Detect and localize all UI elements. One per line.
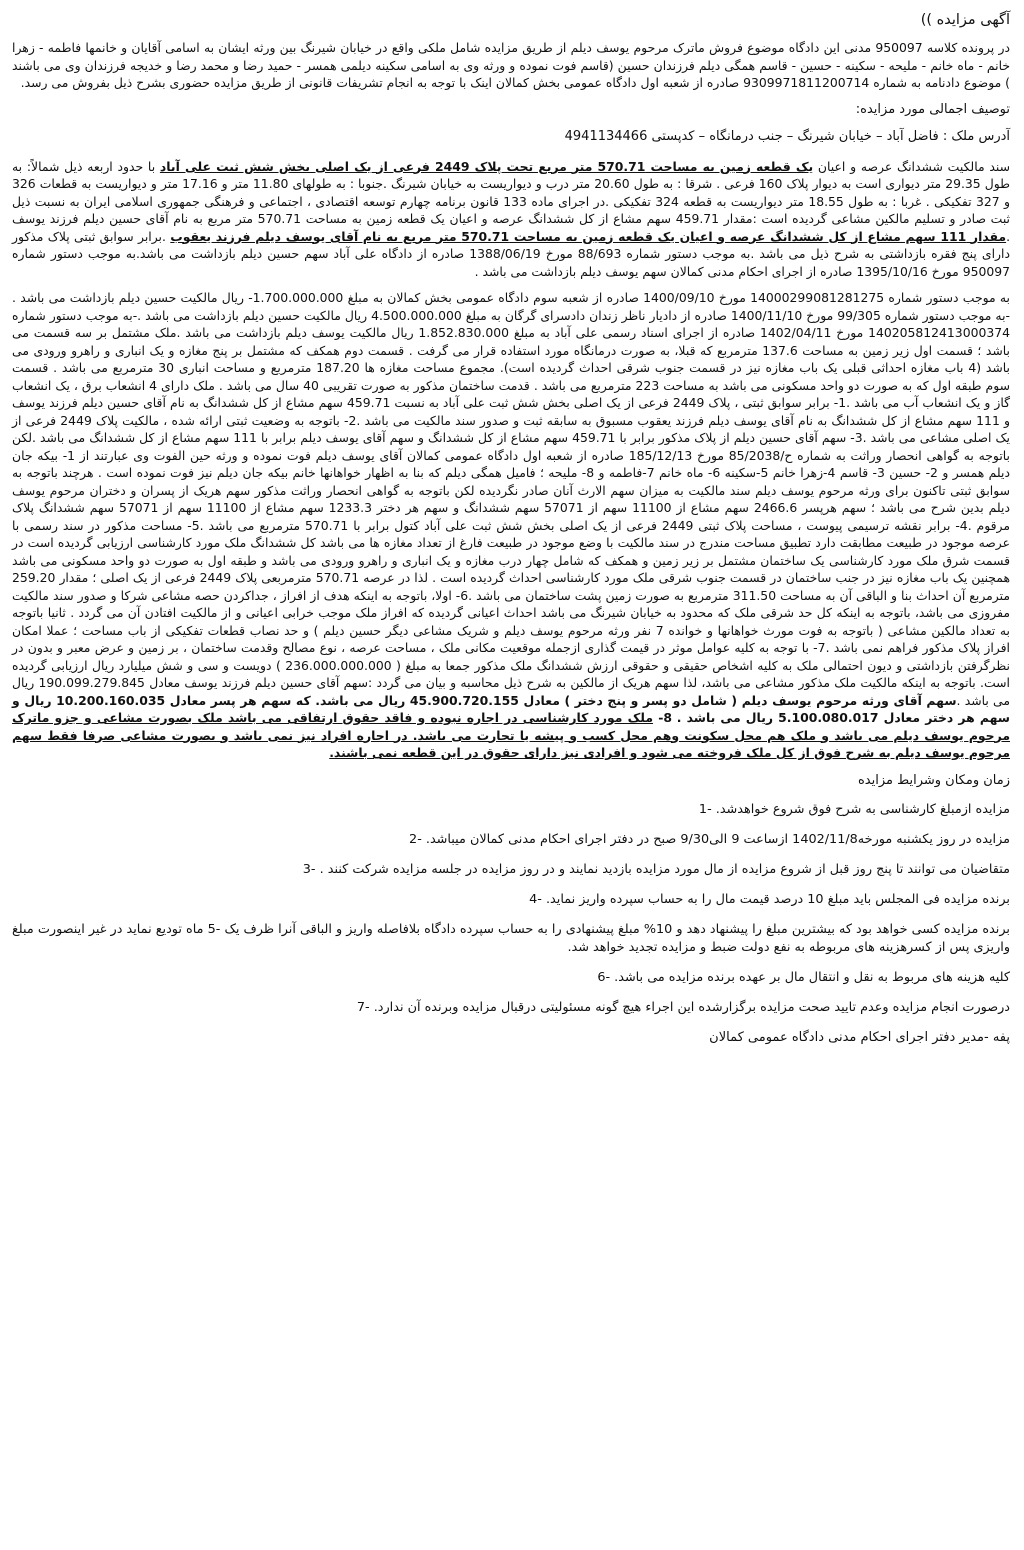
description-label: توصیف اجمالی مورد مزایده: (855, 101, 1010, 117)
item-8-number: 8- (653, 710, 672, 725)
expert-report-paragraph (12, 289, 1010, 762)
heirs-share-text: سهم آقای ورثه مرحوم یوسف دیلم ( شامل دو پسر و پنج دختر ) معادل 45.900.720.155 ریال می باشد. که سهم هر پسر معادل 10.200.160.035 ریال و سهم هر دختر معادل 5.100.080.017 ریال می باشد . (12, 692, 1010, 725)
property-address: آدرس ملک : فاضل آباد – خیابان شیرنگ – جنب درمانگاه – کدپستی 4941134466 (564, 129, 1010, 144)
intro-paragraph: در پرونده کلاسه 950097 مدنی این دادگاه موضوع فروش ماترک مرحوم یوسف دیلم از طریق مزایده شامل ملکی واقع در خیابان شیرنگ بین ورثه ایشان به اسامی آقایان و خانمها فاطمه - زهرا خانم - ماه خانم - ملیحه - سکینه - حسین - قاسم همگی دیلم فرزندان حسین (قاسم فوت نموده و ورثه وی به اسامی سکینه دیلمی همسر - حمید رضا و محمد رضا و خدیجه فرزندان وی می باشند ) موضوع دادنامه به شماره 9309971811200714 صادره از شعبه اول دادگاه عمومی بخش کمالان اینک با توجه به انجام تشریفات قانونی از طریق مزایده حضوری بشرح ذیل بفروش می رسد. (12, 40, 1010, 90)
signature-line: پفه -مدیر دفتر اجرای احکام مدنی دادگاه عمومی کمالان (709, 1030, 1010, 1045)
condition-item-4: برنده مزایده فی المجلس باید مبلغ 10 درصد قیمت مال را به حساب سپرده واریز نماید. -4 (529, 892, 1010, 907)
condition-item-3: متقاضیان می توانند تا پنج روز قبل از شروع مزایده از مال مورد مزایده بازدید نمایند و در روز مزایده در جلسه مزایده شرکت کنند . -3 (302, 862, 1010, 877)
conditions-title: زمان ومکان وشرایط مزایده (858, 772, 1010, 788)
deed-text-start: سند مالکیت ششدانگ عرصه و اعیان (813, 158, 1010, 174)
deed-boundaries: با حدود اربعه ذیل شمالاً: به طول 29.35 متر دیواری است به دیوار پلاک 160 فرعی . شرقا : به طول 20.60 متر درب و دیواریست به خیابان شیرنگ .جنوبا : به طولهای 11.80 متر و 17.16 متر و دیواریست به قطعات 326 و 327 تفکیکی . غربا : به طول 18.55 متر دیواریست به قطعه 324 تفکیکی .در اجرای ماده 133 قانون برنامه چهارم توسعه اقتصادی ، اجتماعی و فرهنگی جمهوری اسلامی ایران به نسبت ذیل ثبت صادر و تسلیم مالکین مشاعی گردیده است :مقدار 459.71 سهم مشاع از کل ششدانگ عرصه و اعیان یک قطعه زمین به مساحت 570.71 متر مربع به نام آقای حسین دیلم فرزند یوسف . (12, 158, 1011, 244)
deed-seizures: .برابر سوابق ثبتی پلاک مذکور دارای پنج فقره بازداشتی به شرح ذیل می باشد .به موجب دستور شماره 88/693 مورخ 1388/06/19 صادره از دادگاه علی آباد سهم حسین دیلم بازداشت می باشد.به موجب دستور شماره 950097 مورخ 1395/10/16 صادره از اجرای احکام مدنی کمالان سهم یوسف دیلم بازداشت می باشد . (12, 228, 1010, 279)
lease-status-text: ملک مورد کارشناسی در اجاره نبوده و فاقد حقوق ارتفاقی می باشد ملک بصورت مشاعی و جزو ماترک مرحوم یوسف دیلم می باشد و ملک هم محل سکونت وهم محل کسب و پیشه یا تجارت می باشد. در اجاره افراد نیز نمی باشد و بصورت مشاعی صرفا فقط سهم مرحوم یوسف دیلم به شرح فوق از کل ملک فروخته می شود و افرادی نیز دارای حقوق در این قطعه نمی باشند. (12, 710, 1010, 760)
condition-item-7: درصورت انجام مزایده وعدم تایید صحت مزایده برگزارشده این اجراء هیچ گونه مسئولیتی درقبال مزایده وبرنده آن ندارد. -7 (356, 1000, 1010, 1015)
deed-paragraph (12, 158, 1010, 281)
expert-report-text: به موجب دستور شماره 14000299081281275 مورخ 1400/09/10 صادره از شعبه سوم دادگاه عمومی بخش کمالان به مبلغ 1.700.000.000- ریال مالکیت حسین دیلم بازداشت می باشد . -به موجب دستور شماره 99/305 مورخ 1400/11/10 صادره از دادیار ناظر زندان دادسرای گرگان به مبلغ 4.500.000.000 ریال مالکیت حسین دیلم بازداشت می باشد .-به موجب دستور شماره 140205812413000374 مورخ 1402/04/11 صادره از اجرای اسناد رسمی علی آباد به مبلغ 1.852.830.000 ریال مالکیت یوسف دیلم بازداشت می باشد .ملک مشتمل بر سه قسمت می باشد ؛ قسمت اول زیر زمین به مساحت 137.6 مترمربع که قبلا، به صورت درمانگاه مورد استفاده قرار می گرفت . قسمت دوم همکف که مشتمل بر پنج مغازه و یک انباری و راهرو ورودی می باشد (4 باب مغازه احداثی قبلی یک باب مغازه نیز در قسمت جنوب شرقی احداث گردیده است). مجموع مساحت مغازه ها 187.20 مترمربع و مساحت انباری 30 مترمربع می باشد . قسمت سوم طبقه اول که به صورت دو واحد مسکونی می باشد به مساحت 223 مترمربع می باشد . قدمت ساختمان مذکور به صورت تقریبی 40 سال می باشد . ملک دارای 4 انشعاب برق ، یک انشعاب گاز و یک انشعاب آب می باشد .1- برابر سوابق ثبتی ، پلاک 2449 فرعی از یک اصلی بخش شش ثبت علی آباد به نسبت 459.71 سهم مشاع از کل ششدانگ به نام آقای حسین دیلم فرزند یوسف و 111 سهم مشاع از کل ششدانگ به نام آقای یوسف دیلم فرزند یعقوب مسبوق به سابقه ثبت و صدور سند مالکیت می باشد .2- باتوجه به وضعیت ثبتی ارائه شده ، مالکیت پلاک 2449 فرعی از یک اصلی مشاعی می باشد .3- سهم آقای حسین دیلم از پلاک مذکور برابر با 459.71 سهم مشاع از کل ششدانگ و سهم آقای یوسف دیلم برابر با 111 سهم مشاع از کل ششدانگ می باشد .لکن باتوجه به گواهی انحصار وراثت به شماره ح/85/2038 مورخ 185/12/13 صادره از شعبه اول دادگاه عمومی کمالان آقای یوسف دیلم فوت نموده و ورثه حین الفوت وی عبارتند از 1- بیکه جان دیلم همسر و 2- حسین 3- قاسم 4-زهرا خانم 5-سکینه 6- ماه خانم 7-فاطمه و 8- ملیحه ؛ فامیل همگی دیلم که بنا به اظهار خواهانها خانم بیکه جان دیلم نیز فوت نموده است . هرچند باتوجه به سوابق ثبتی تاکنون برای ورثه مرحوم یوسف دیلم سند مالکیت به میزان سهم الارث آنان صادر نگردیده لکن باتوجه به گواهی انحصار وراثت مذکور سهم هریک از پسران و دختران مرحوم یوسف دیلم بدین شرح می باشد ؛ سهم هرپسر 2466.6 سهم مشاع از 11100 سهم از 57071 سهم ششدانگ و سهم هر دختر 1233.3 سهم مشاع از 11100 سهم از 57071 سهم ششدانگ پلاک مرقوم .4- برابر نقشه ترسیمی پیوست ، مساحت پلاک ثبتی 2449 فرعی از یک اصلی بخش شش ثبت علی آباد کتول برابر با 570.71 مترمربع می باشد .5- مساحت مذکور در سند رسمی با عرصه موجود در طبیعت مطابقت دارد تطبیق مساحت مندرج در سند مالکیت با وضع موجود در طبیعت فارغ از تعداد مغازه ها می باشد کل ششدانگ ملک مورد کارشناسی ارزیابی گردیده است در قسمت شرق ملک مورد کارشناسی یک ساختمان مشتمل بر زیر زمین و همکف که شامل چهار درب مغازه و یک انباری و راهرو ورودی می باشد و طبقه اول به صورت دو واحد مسکونی می باشد همچنین یک باب مغازه نیز در جنب ساختمان در قسمت جنوب شرقی ملک مورد کارشناسی احداث گردیده است . لذا در عرصه 570.71 مترمربعی پلاک 2449 فرعی از یک اصلی ؛ مقدار 259.20 مترمربع آن احداث بنا و الباقی آن به مساحت 311.50 مترمربع به صورت زمین پشت ساختمان می باشد .6- اولا، باتوجه به اینکه هدف از افراز ، جداکردن حصه مشاعی شرکا و صدور سند مالکیت مفروزی می باشد، باتوجه به اینکه کل حد شرقی ملک که محدود به خیابان شیرنگ می باشد احداث اعیانی گردیده که افراز ملک موجب خرابی اعیانی و از مالکیت افتادن آن می گردد . ثانیا باتوجه به تعداد مالکین مشاعی ( باتوجه به فوت مورث خواهانها و خوانده 7 نفر ورثه مرحوم یوسف دیلم و شریک مشاعی دیگر حسین دیلم ) و حد نصاب قطعات تفکیکی از باب مساحت ؛ عملا امکان افراز پلاک مذکور فراهم نمی باشد .7- با توجه به کلیه عوامل موثر در قیمت گذاری ازجمله موقعیت مکانی ملک ، مساحت عرصه ، نوع مصالح وقدمت ساختمان ، بر زمین و عرض معبر و بدون در نظرگرفتن بازداشتی و دیون احتمالی ملک به کلیه اشخاص حقیقی و حقوقی ارزش ششدانگ ملک مذکور جمعا به مبلغ ( 236.000.000.000 ) دویست و سی و شش میلیارد ریال ارزیابی گردیده است. باتوجه به اینکه مالکیت ملک مذکور مشاعی می باشد، لذا سهم هریک از مالکین به شرح ذیل محاسبه و بیان می گردد :سهم آقای حسین دیلم فرزند یوسف معادل 190.099.279.845 ریال می باشد . (12, 290, 1011, 708)
deed-land-description: یک قطعه زمین به مساحت 570.71 متر مربع تحت پلاک 2449 فرعی از یک اصلی بخش شش ثبت علی آباد (159, 158, 814, 174)
condition-item-1: مزایده ازمبلغ کارشناسی به شرح فوق شروع خواهدشد. -1 (698, 802, 1010, 817)
notice-title: آگهی مزایده )) (920, 12, 1010, 28)
deed-share-yusuf: مقدار 111 سهم مشاع از کل ششدانگ عرصه و اعیان یک قطعه زمین به مساحت 570.71 متر مربع به نام آقای یوسف دیلم فرزند یعقوب (170, 228, 1007, 244)
condition-item-5: برنده مزایده کسی خواهد بود که بیشترین مبلغ را پیشنهاد دهد و 10% مبلغ پیشنهادی را به حساب سپرده دادگاه بلافاصله واریز و الباقی آنرا ظرف یک -5 ماه تودیع نماید در غیر اینصورت مبلغ واریزی پس از کسرهزینه های مربوطه به نفع دولت ضبط و مزایده تجدید خواهد شد. (12, 922, 1010, 955)
condition-item-2: مزایده در روز یکشنبه مورخه1402/11/8 ازساعت 9 الی9/30 صبح در دفتر اجرای احکام مدنی کمالان میباشد. -2 (409, 832, 1010, 847)
condition-item-6: کلیه هزینه های مربوط به نقل و انتقال مال بر عهده برنده مزایده می باشد. -6 (597, 970, 1010, 985)
